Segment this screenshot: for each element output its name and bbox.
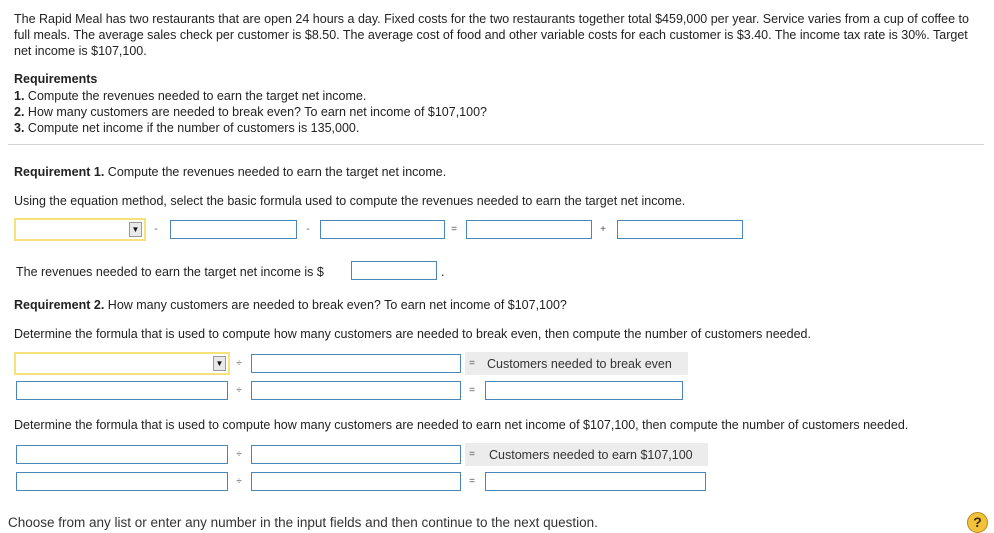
req1-heading xyxy=(14,165,446,179)
divide-operator: ÷ xyxy=(236,358,242,369)
requirement-number: 2. xyxy=(14,105,25,119)
minus-operator: - xyxy=(154,224,158,235)
minus-operator: - xyxy=(306,224,310,235)
section-divider xyxy=(8,144,984,145)
requirement-text: Compute the revenues needed to earn the target net income. xyxy=(24,89,367,103)
breakeven-result-label: Customers needed to break even xyxy=(487,357,672,371)
req2-breakeven-numerator-value[interactable] xyxy=(16,381,228,400)
req2-breakeven-customers-answer[interactable] xyxy=(485,381,683,400)
equals-operator: = xyxy=(469,449,475,460)
equals-operator: = xyxy=(469,476,475,487)
divide-operator: ÷ xyxy=(236,476,242,487)
req2-target-divisor-value[interactable] xyxy=(251,472,461,491)
req2-target-divisor-formula[interactable] xyxy=(251,445,461,464)
req2-breakeven-dropdown[interactable] xyxy=(14,352,230,375)
requirement-item-1 xyxy=(14,88,487,104)
req1-formula-dropdown[interactable] xyxy=(14,218,146,241)
requirement-item-2 xyxy=(14,104,487,120)
req2-heading xyxy=(14,298,567,312)
requirements-title: Requirements xyxy=(14,72,98,86)
req2-target-numerator-value[interactable] xyxy=(16,472,228,491)
divide-operator: ÷ xyxy=(236,449,242,460)
result-period: . xyxy=(441,265,445,279)
req1-heading-bold: Requirement 1. xyxy=(14,165,105,179)
plus-operator: + xyxy=(600,224,606,235)
req2-breakeven-divisor-input[interactable] xyxy=(251,354,461,373)
req2-target-customers-answer[interactable] xyxy=(485,472,706,491)
target-result-label: Customers needed to earn $107,100 xyxy=(489,448,693,462)
req2-target-instruction: Determine the formula that is used to compute how many customers are needed to earn net income of $107,100, then compute the number of customers needed. xyxy=(14,418,909,432)
req1-formula-input-1[interactable] xyxy=(170,220,297,239)
requirement-text: Compute net income if the number of customers is 135,000. xyxy=(24,121,360,135)
req1-revenue-answer-input[interactable] xyxy=(351,261,437,280)
req2-breakeven-divisor-value[interactable] xyxy=(251,381,461,400)
requirement-number: 1. xyxy=(14,89,25,103)
req2-heading-bold: Requirement 2. xyxy=(14,298,105,312)
req1-heading-text: Compute the revenues needed to earn the target net income. xyxy=(104,165,447,179)
req1-result-label: The revenues needed to earn the target net income is $ xyxy=(16,265,324,279)
divide-operator: ÷ xyxy=(236,385,242,396)
equals-operator: = xyxy=(469,358,475,369)
help-icon[interactable]: ? xyxy=(967,512,988,533)
equals-operator: = xyxy=(469,385,475,396)
requirements-list xyxy=(14,88,487,136)
equals-operator: = xyxy=(451,224,457,235)
req2-target-numerator-formula[interactable] xyxy=(16,445,228,464)
dropdown-arrow-icon[interactable]: ▼ xyxy=(213,356,226,371)
requirement-text: How many customers are needed to break even? To earn net income of $107,100? xyxy=(24,105,487,119)
req1-instruction: Using the equation method, select the basic formula used to compute the revenues needed to earn the target net income. xyxy=(14,194,686,208)
req2-heading-text: How many customers are needed to break even? To earn net income of $107,100? xyxy=(104,298,567,312)
requirement-number: 3. xyxy=(14,121,25,135)
req1-formula-input-4[interactable] xyxy=(617,220,743,239)
req1-formula-input-3[interactable] xyxy=(466,220,592,239)
dropdown-arrow-icon[interactable]: ▼ xyxy=(129,222,142,237)
req2-breakeven-instruction: Determine the formula that is used to compute how many customers are needed to break even, then compute the number of customers needed. xyxy=(14,327,811,341)
requirement-item-3 xyxy=(14,120,487,136)
req1-formula-input-2[interactable] xyxy=(320,220,445,239)
problem-statement: The Rapid Meal has two restaurants that are open 24 hours a day. Fixed costs for the two restaurants together total $459,000 per year. Service varies from a cup of coffee to full meals. The average sales check per customer is $8.50. The average cost of food and other variable costs for each customer is $3.40. The income tax rate is 30%. Target net income is $107,100. xyxy=(14,12,969,58)
footer-instruction: Choose from any list or enter any number in the input fields and then continue to the next question. xyxy=(8,515,598,530)
